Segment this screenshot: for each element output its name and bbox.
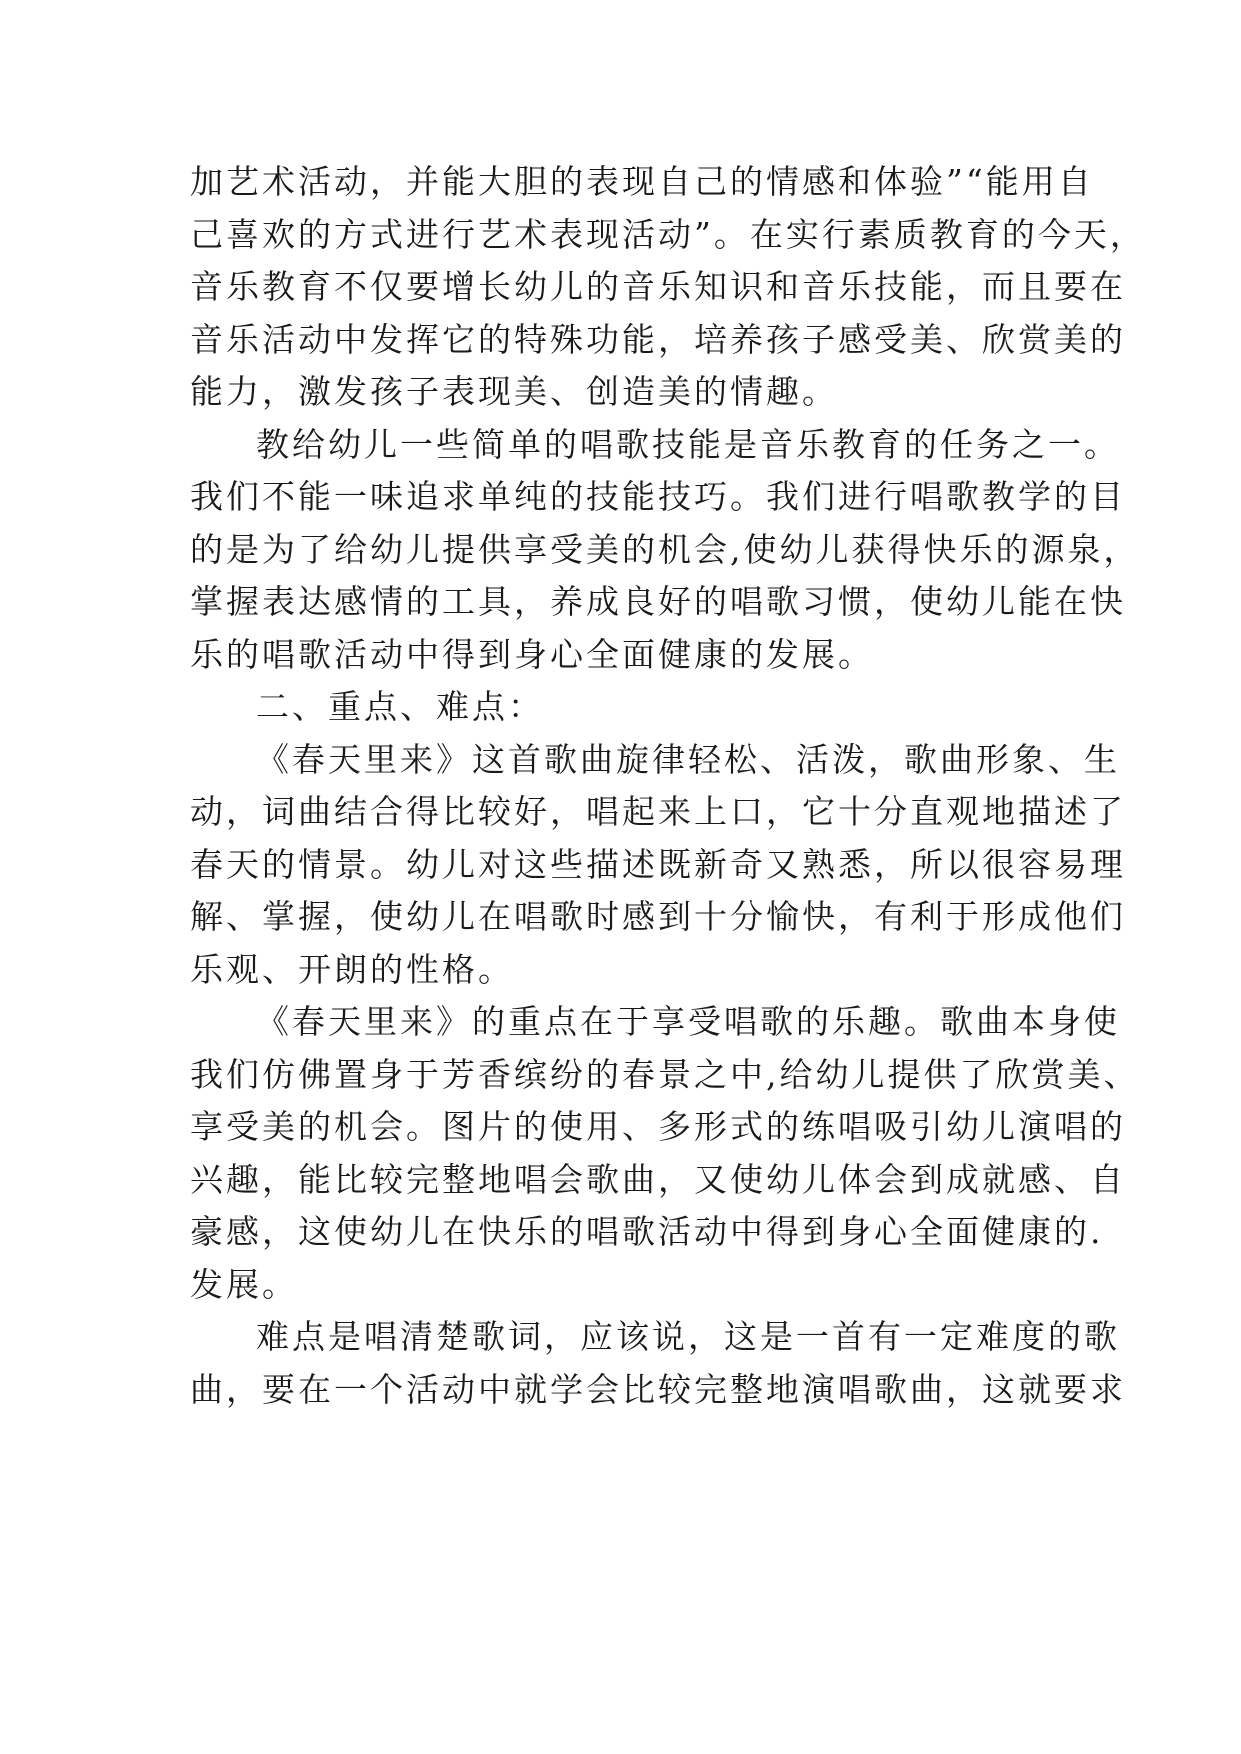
paragraph-first-line: 教给幼儿一些简单的唱歌技能是音乐教育的任务之一。 [256, 424, 1120, 464]
text-line: 加艺术活动，并能大胆的表现自己的情感和体验”“能用自 [190, 162, 1094, 201]
text-line: 乐的唱歌活动中得到身心全面健康的发展。 [190, 634, 874, 674]
text-line: 解、掌握，使幼儿在唱歌时感到十分愉快，有利于形成他们 [190, 897, 1126, 936]
text-line: 我们仿佛置身于芳香缤纷的春景之中,给幼儿提供了欣赏美、 [190, 1054, 1140, 1094]
paragraph-first-line: 难点是唱清楚歌词，应该说，这是一首有一定难度的歌 [256, 1317, 1120, 1356]
text-line: 发展。 [190, 1264, 298, 1304]
text-line: 乐观、开朗的性格。 [190, 949, 514, 989]
section-heading: 二、重点、难点： [256, 687, 544, 726]
text-line: 己喜欢的方式进行艺术表现活动”。在实行素质教育的今天， [190, 214, 1146, 254]
text-line: 春天的情景。幼儿对这些描述既新奇又熟悉，所以很容易理 [190, 844, 1126, 884]
text-line: 曲，要在一个活动中就学会比较完整地演唱歌曲，这就要求 [190, 1369, 1126, 1409]
paragraph-first-line: 《春天里来》这首歌曲旋律轻松、活泼，歌曲形象、生 [256, 739, 1120, 779]
text-line: 动，词曲结合得比较好，唱起来上口，它十分直观地描述了 [190, 792, 1126, 831]
text-line: 的是为了给幼儿提供享受美的机会,使幼儿获得快乐的源泉， [190, 529, 1140, 569]
paragraph-first-line: 《春天里来》的重点在于享受唱歌的乐趣。歌曲本身使 [256, 1002, 1120, 1041]
text-line: 豪感，这使幼儿在快乐的唱歌活动中得到身心全面健康的. [190, 1212, 1104, 1251]
text-line: 兴趣，能比较完整地唱会歌曲，又使幼儿体会到成就感、自 [190, 1159, 1126, 1199]
text-line: 享受美的机会。图片的使用、多形式的练唱吸引幼儿演唱的 [190, 1107, 1126, 1146]
text-line: 我们不能一味追求单纯的技能技巧。我们进行唱歌教学的目 [190, 477, 1126, 516]
text-line: 能力，激发孩子表现美、创造美的情趣。 [190, 372, 838, 411]
text-line: 音乐活动中发挥它的特殊功能，培养孩子感受美、欣赏美的 [190, 319, 1126, 359]
text-line: 音乐教育不仅要增长幼儿的音乐知识和音乐技能，而且要在 [190, 267, 1126, 306]
text-line: 掌握表达感情的工具，养成良好的唱歌习惯，使幼儿能在快 [190, 582, 1126, 621]
body-text [190, 156, 1146, 1416]
